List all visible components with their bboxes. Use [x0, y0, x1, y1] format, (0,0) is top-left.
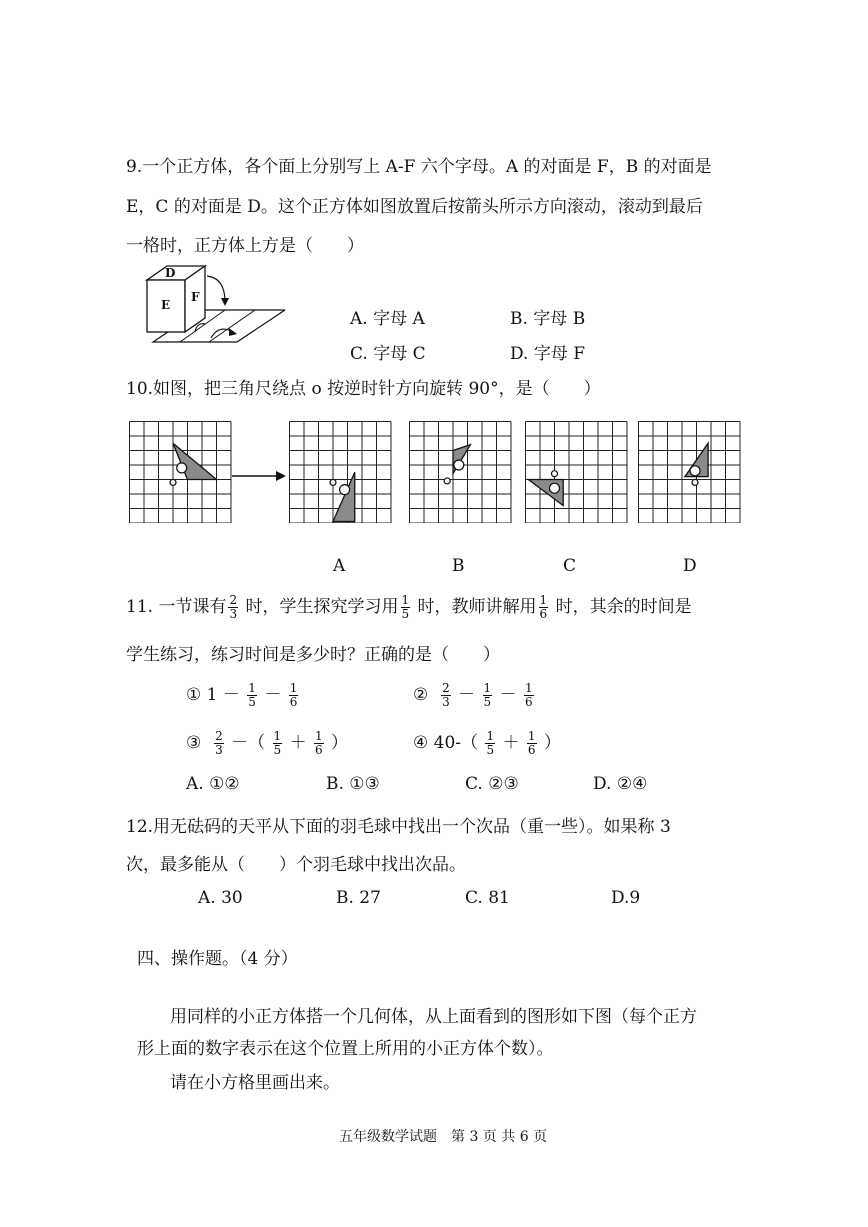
q11-stem-part-2: 时，学生探究学习用 — [240, 597, 399, 617]
q10-stem: 10.如图，把三角尺绕点 o 按逆时针方向旋转 90°，是（ ） — [126, 379, 601, 399]
q11-option-d: D. ②④ — [593, 774, 648, 794]
pivot-point-o — [330, 479, 336, 485]
q11-stem-part-1: 11. 一节课有 — [126, 597, 227, 617]
q12-option-c: C. 81 — [465, 888, 510, 908]
pivot-point-o — [692, 479, 698, 485]
q10-option-a-label: A — [333, 556, 346, 576]
q12-line-1: 12.用无砝码的天平从下面的羽毛球中找出一个次品（重一些）。如果称 3 — [126, 817, 671, 837]
rolling-cube-figure — [125, 262, 285, 348]
triangle-ruler — [173, 443, 217, 479]
ruler-hole — [340, 485, 350, 495]
q11-stem-part-3: 时，教师讲解用 — [412, 597, 537, 617]
q9-option-b: B. 字母 B — [510, 309, 586, 329]
ruler-hole — [690, 466, 700, 476]
section-4-paragraph-2: 形上面的数字表示在这个位置上所用的小正方体个数）。 — [137, 1039, 554, 1059]
q11-expression-3: ③ $\frac{2}{3}$ －（ $\frac{1}{5}$ ＋ $\frac{1}{6}$ ） — [186, 729, 349, 757]
ruler-hole — [454, 460, 464, 470]
fraction-one-sixth: $\frac{1}{6}$ — [539, 593, 548, 621]
q9-option-a: A. 字母 A — [350, 309, 425, 329]
q11-expression-2: ② $\frac{2}{3}$ － $\frac{1}{5}$ － $\frac{1}{6}$ — [413, 681, 533, 709]
pivot-point-o — [444, 478, 450, 484]
pivot-point-o — [552, 471, 558, 477]
q10-option-d-label: D — [683, 556, 697, 576]
cube-label-front: E — [161, 298, 171, 312]
q11-expression-1: ① 1 － $\frac{1}{5}$ － $\frac{1}{6}$ — [186, 681, 298, 709]
ruler-hole — [550, 483, 560, 493]
q9-option-d: D. 字母 F — [510, 344, 586, 364]
option-d-grid — [637, 420, 742, 523]
section-4-paragraph-3: 请在小方格里画出来。 — [170, 1073, 340, 1093]
option-b-grid — [408, 420, 513, 523]
page-footer: 五年级数学试题 第 3 页 共 6 页 — [339, 1129, 548, 1145]
original-grid — [128, 420, 233, 523]
cube-label-top: D — [165, 266, 176, 280]
q11-expression-4: ④ 40-（ $\frac{1}{5}$ ＋ $\frac{1}{6}$ ） — [413, 729, 561, 757]
q11-stem-part-4: 时，其余的时间是 — [550, 597, 692, 617]
q12-option-d: D.9 — [611, 888, 641, 908]
pivot-point-o — [170, 479, 176, 485]
fraction-one-fifth: $\frac{1}{5}$ — [401, 593, 410, 621]
q11-option-c: C. ②③ — [465, 774, 519, 794]
q11-option-b: B. ①③ — [326, 774, 380, 794]
q11-stem — [126, 592, 692, 621]
q12-line-2: 次，最多能从（ ）个羽毛球中找出次品。 — [126, 855, 466, 875]
ruler-hole — [177, 463, 187, 473]
q12-option-a: A. 30 — [198, 888, 243, 908]
option-c-grid — [524, 420, 629, 523]
q10-option-c-label: C — [563, 556, 577, 576]
option-a-grid — [288, 420, 393, 523]
q11-line-2: 学生练习，练习时间是多少时？正确的是（ ） — [126, 645, 500, 665]
q9-line-2: E，C 的对面是 D。这个正方体如图放置后按箭头所示方向滚动，滚动到最后 — [126, 197, 703, 217]
rotation-arrow — [230, 466, 288, 486]
q12-option-b: B. 27 — [336, 888, 381, 908]
fraction-two-thirds: $\frac{2}{3}$ — [229, 593, 238, 621]
section-4-title: 四、操作题。（4 分） — [137, 949, 298, 969]
q9-option-c: C. 字母 C — [350, 344, 426, 364]
cube-label-side: F — [191, 290, 200, 304]
q10-option-b-label: B — [452, 556, 465, 576]
q9-line-1: 9.一个正方体，各个面上分别写上 A-F 六个字母。A 的对面是 F，B 的对面是 — [126, 157, 712, 177]
section-4-paragraph-1: 用同样的小正方体搭一个几何体，从上面看到的图形如下图（每个正方 — [170, 1007, 697, 1027]
q11-option-a: A. ①② — [186, 774, 240, 794]
q9-line-3: 一格时，正方体上方是（ ） — [126, 236, 364, 256]
